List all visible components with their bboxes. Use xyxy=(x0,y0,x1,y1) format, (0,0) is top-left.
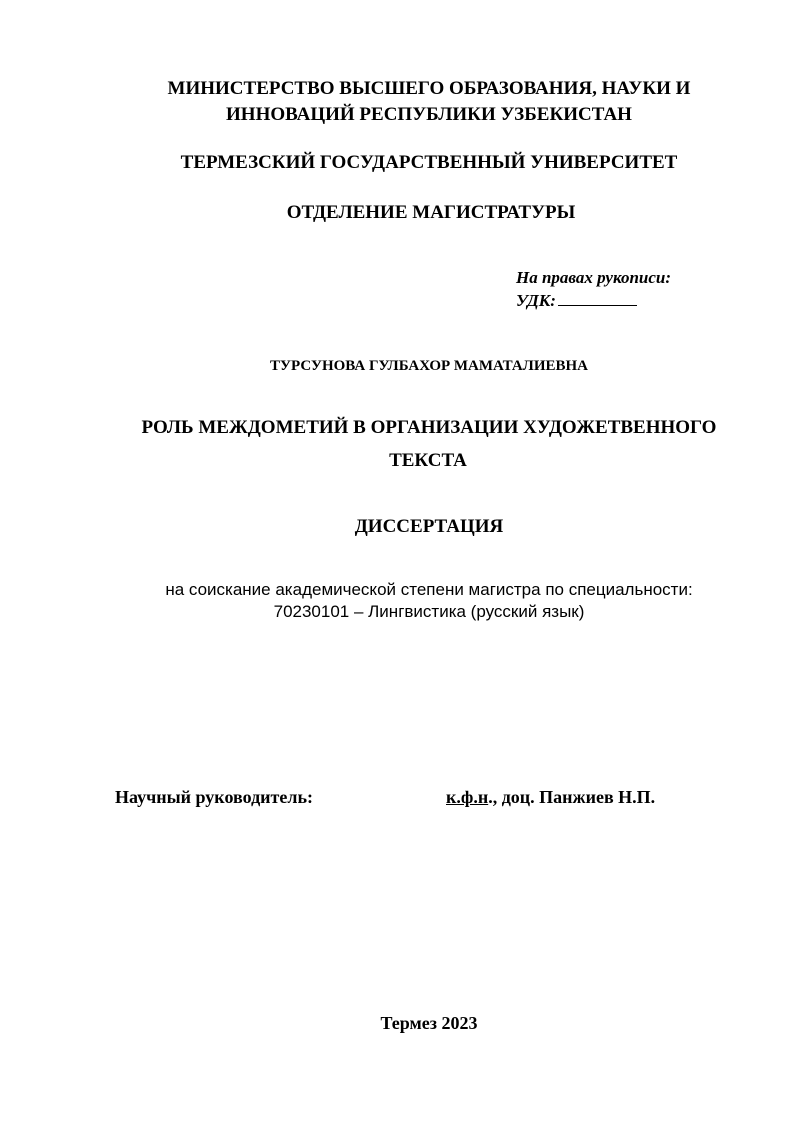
degree-line-2: 70230101 – Лингвистика (русский язык) xyxy=(273,602,585,621)
department-name: ОТДЕЛЕНИЕ МАГИСТРАТУРЫ xyxy=(286,202,576,223)
degree-line-1: на соискание академической степени магистра по специальности: xyxy=(165,580,693,599)
ministry-line-2: ИННОВАЦИЙ РЕСПУБЛИКИ УЗБЕКИСТАН xyxy=(226,104,632,125)
author-name: ТУРСУНОВА ГУЛБАХОР МАМАТАЛИЕВНА xyxy=(269,358,589,374)
supervisor-degree: к.ф.н xyxy=(446,787,489,807)
city-year: Термез 2023 xyxy=(380,1013,478,1033)
manuscript-rights-label: На правах рукописи: xyxy=(516,268,672,287)
supervisor-label: Научный руководитель: xyxy=(115,787,313,807)
supervisor-name-rest: ., доц. Панжиев Н.П. xyxy=(488,787,656,807)
document-type: ДИССЕРТАЦИЯ xyxy=(354,516,504,537)
supervisor-name xyxy=(446,785,655,809)
udk-blank-line xyxy=(558,289,637,306)
dissertation-title-line-1: РОЛЬ МЕЖДОМЕТИЙ В ОРГАНИЗАЦИИ ХУДОЖЕТВЕННОГО xyxy=(141,417,717,438)
udk-label: УДК: xyxy=(516,291,556,310)
udk-field xyxy=(516,289,637,312)
dissertation-title-line-2: ТЕКСТА xyxy=(389,450,467,471)
university-name: ТЕРМЕЗСКИЙ ГОСУДАРСТВЕННЫЙ УНИВЕРСИТЕТ xyxy=(180,152,678,173)
ministry-line-1: МИНИСТЕРСТВО ВЫСШЕГО ОБРАЗОВАНИЯ, НАУКИ И xyxy=(167,78,691,99)
